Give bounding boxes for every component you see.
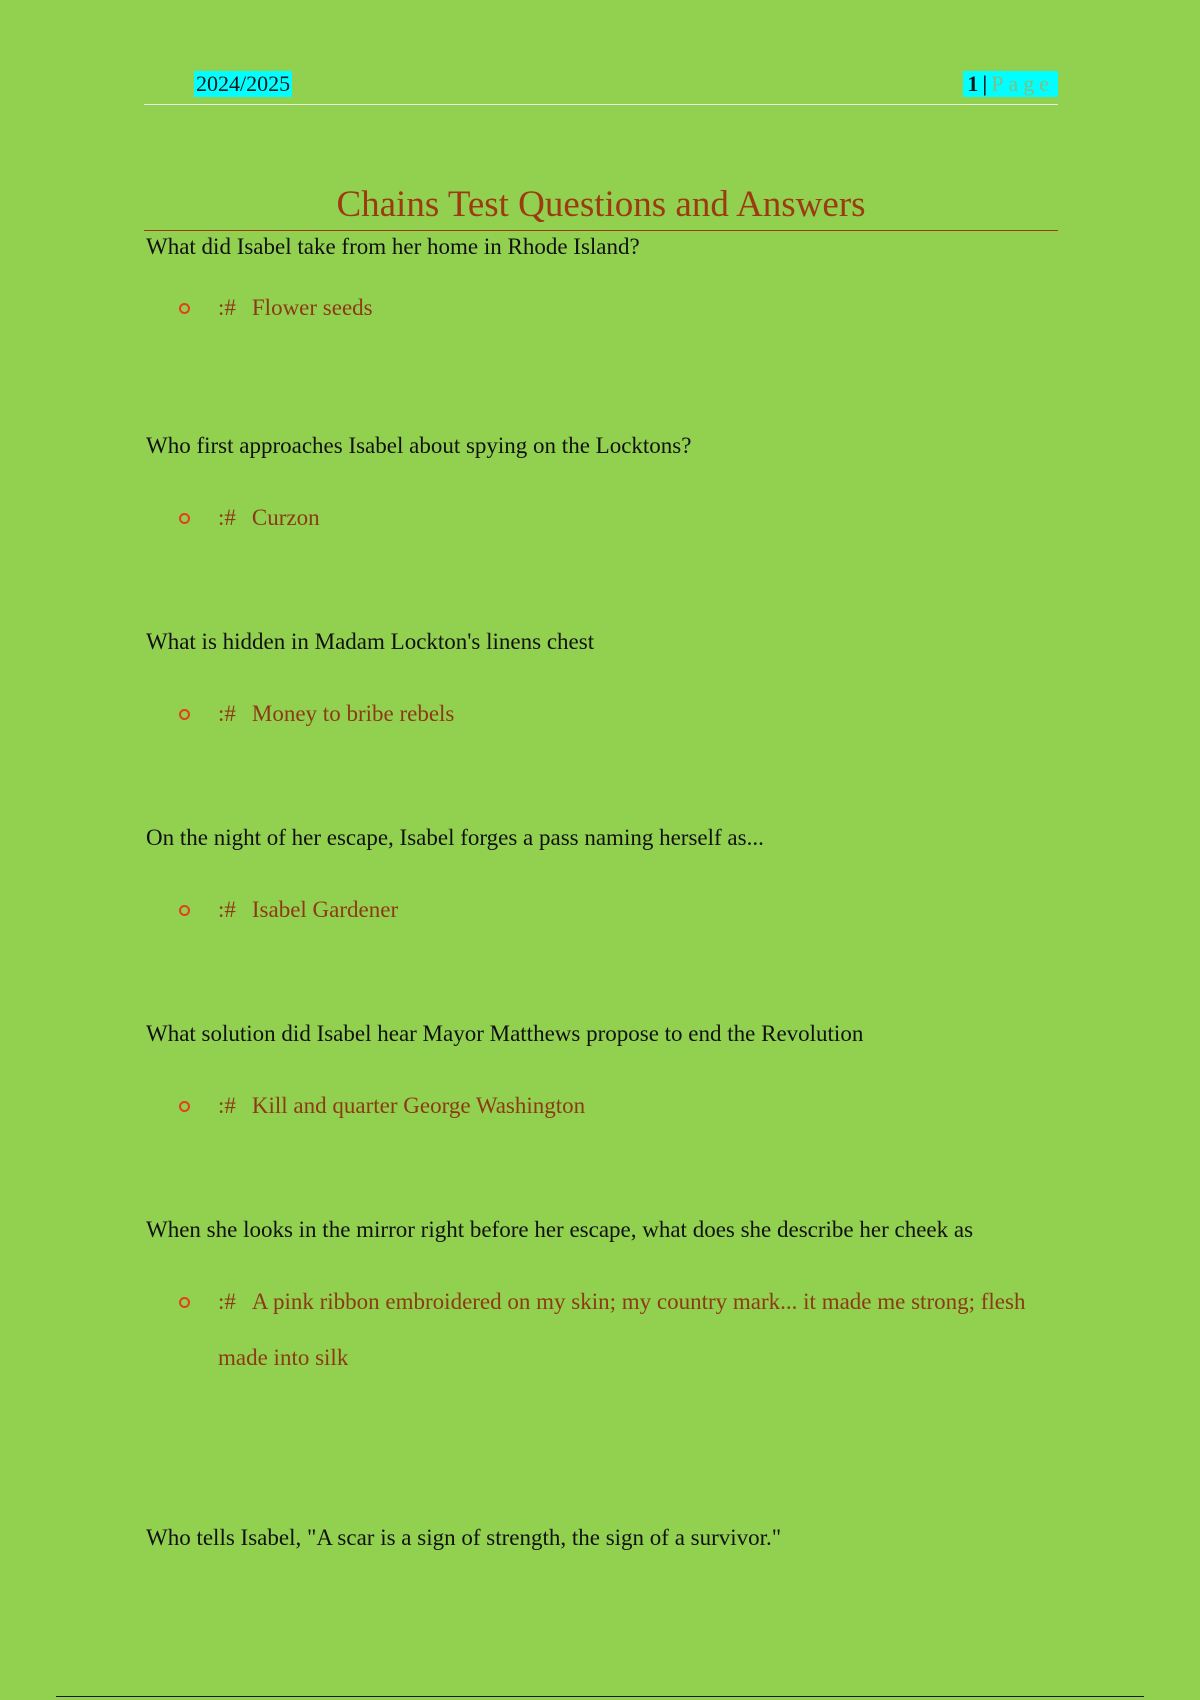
question-text: What is hidden in Madam Lockton's linens chest (146, 629, 595, 654)
page-label: Page (991, 71, 1054, 96)
qa-item (146, 1006, 1046, 1134)
answer-prefix: :# (218, 1289, 236, 1314)
answer-text: Kill and quarter George Washington (251, 1093, 586, 1118)
header-year: 2024/2025 (196, 71, 291, 96)
answer-item (146, 280, 1046, 336)
page-number: 1 (967, 71, 979, 96)
document-title: Chains Test Questions and Answers (144, 180, 1058, 231)
qa-item (146, 1510, 1046, 1566)
answer-prefix: :# (218, 295, 236, 320)
footer-divider (56, 1696, 1144, 1697)
question-text: When she looks in the mirror right before her escape, what does she describe her cheek as (146, 1217, 974, 1242)
answer-prefix: :# (218, 1093, 236, 1118)
page-number-label (963, 71, 1058, 97)
question-text: What did Isabel take from her home in Rhode Island? (146, 234, 640, 259)
answer-item (146, 882, 1046, 938)
qa-item (146, 1202, 1046, 1386)
page-separator: | (982, 71, 988, 96)
answer-text: Flower seeds (251, 295, 373, 320)
question-text: On the night of her escape, Isabel forges a pass naming herself as... (146, 825, 764, 850)
circle-bullet-icon (179, 303, 190, 314)
answer-text: A pink ribbon embroidered on my skin; my country mark... it made me strong; flesh made into silk (218, 1289, 1026, 1370)
answer-text: Isabel Gardener (251, 897, 399, 922)
qa-item (146, 230, 1046, 336)
answer-item (146, 1078, 1046, 1134)
qa-item (146, 810, 1046, 938)
question-text: Who first approaches Isabel about spying on the Locktons? (146, 433, 692, 458)
answer-item (146, 490, 1046, 546)
circle-bullet-icon (179, 709, 190, 720)
circle-bullet-icon (179, 513, 190, 524)
question-text: What solution did Isabel hear Mayor Matthews propose to end the Revolution (146, 1021, 864, 1046)
circle-bullet-icon (179, 1101, 190, 1112)
circle-bullet-icon (179, 905, 190, 916)
answer-text: Curzon (251, 505, 320, 530)
answer-prefix: :# (218, 897, 236, 922)
page-header (144, 68, 1058, 105)
circle-bullet-icon (179, 1297, 190, 1308)
answer-item (146, 686, 1046, 742)
qa-item (146, 614, 1046, 742)
answer-prefix: :# (218, 505, 236, 530)
question-text: Who tells Isabel, "A scar is a sign of strength, the sign of a survivor." (146, 1525, 782, 1550)
answer-text: Money to bribe rebels (251, 701, 455, 726)
answer-prefix: :# (218, 701, 236, 726)
qa-item (146, 418, 1046, 546)
answer-item (146, 1274, 1046, 1386)
